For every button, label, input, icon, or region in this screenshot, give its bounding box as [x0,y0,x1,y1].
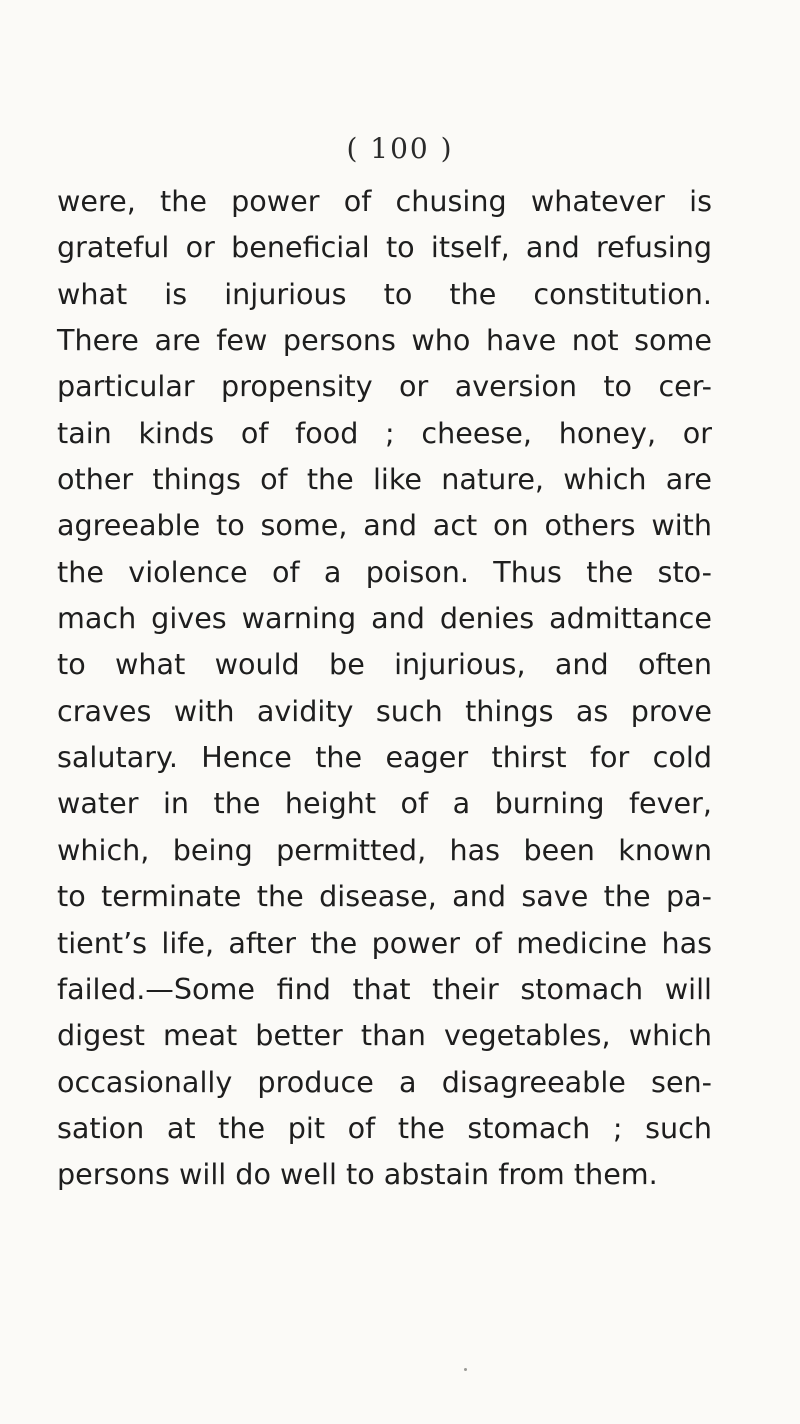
text-line: There are few persons who have not some [57,323,712,358]
text-line: other things of the like nature, which are [57,462,712,497]
text-line: to what would be injurious, and often [57,647,712,682]
text-line: sation at the pit of the stomach ; such [57,1110,712,1145]
text-line: the violence of a poison. Thus the sto- [57,554,712,589]
text-line: failed.—Some find that their stomach will [57,971,712,1006]
text-line: to terminate the disease, and save the pa- [57,879,712,914]
text-line: persons will do well to abstain from them. [57,1157,658,1192]
text-line: mach gives warning and denies admittance [57,601,712,636]
text-line: grateful or beneficial to itself, and refusing [57,230,712,265]
text-line: salutary. Hence the eager thirst for cold [57,740,712,775]
paper-speck [464,1368,467,1371]
text-line: craves with avidity such things as prove [57,693,712,728]
text-line: occasionally produce a disagreeable sen- [57,1064,712,1099]
text-line: tient’s life, after the power of medicine has [57,925,712,960]
text-line: agreeable to some, and act on others with [57,508,712,543]
text-line: tain kinds of food ; cheese, honey, or [57,415,712,450]
text-line: which, being permitted, has been known [57,832,712,867]
text-line: digest meat better than vegetables, which [57,1018,712,1053]
text-line: particular propensity or aversion to cer- [57,369,712,404]
page-number: ( 100 ) [346,132,454,165]
body-text [57,178,712,1198]
text-line: what is injurious to the constitution. [57,276,712,311]
text-line: water in the height of a burning fever, [57,786,712,821]
text-line: were, the power of chusing whatever is [57,184,712,218]
